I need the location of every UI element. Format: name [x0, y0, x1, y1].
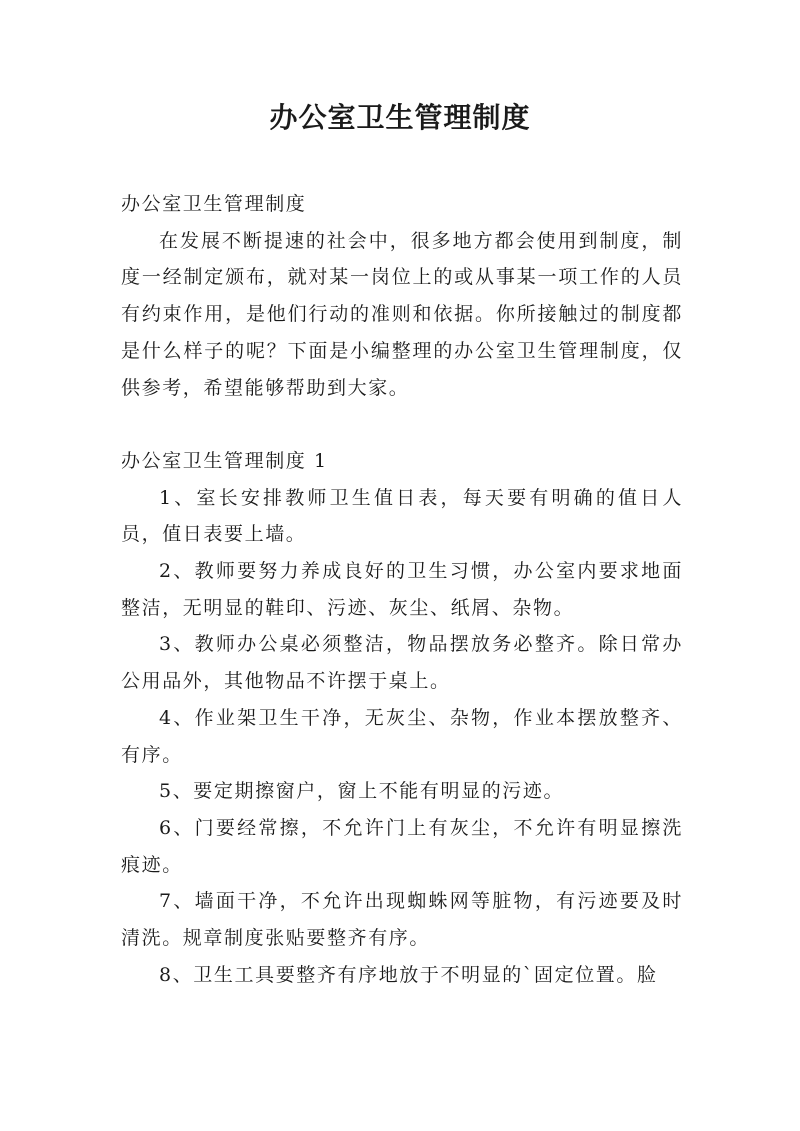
subsection-heading: 办公室卫生管理制度 1	[121, 449, 328, 472]
paragraph-gap	[121, 406, 683, 443]
document-title: 办公室卫生管理制度	[269, 101, 531, 134]
document-body	[121, 186, 683, 993]
intro-paragraph: 在发展不断提速的社会中，很多地方都会使用到制度，制度一经制定颁布，就对某一岗位上的或从事某一项工作的人员有约束作用，是他们行动的准则和依据。你所接触过的制度都是什么样子的呢？下面是小编整理的办公室卫生管理制度，仅供参考，希望能够帮助到大家。	[121, 229, 683, 399]
rule-item-2: 2、教师要努力养成良好的卫生习惯，办公室内要求地面整洁，无明显的鞋印、污迹、灰尘、纸屑、杂物。	[121, 560, 683, 619]
rule-item-8: 8、卫生工具要整齐有序地放于不明显的`固定位置。脸	[159, 963, 658, 986]
rule-item-3: 3、教师办公桌必须整洁，物品摆放务必整齐。除日常办公用品外，其他物品不许摆于桌上。	[121, 633, 683, 693]
rule-item-4: 4、作业架卫生干净，无灰尘、杂物，作业本摆放整齐、有序。	[121, 706, 683, 766]
rule-item-6: 6、门要经常擦，不允许门上有灰尘，不允许有明显擦洗痕迹。	[121, 816, 683, 876]
rule-item-5: 5、要定期擦窗户，窗上不能有明显的污迹。	[159, 780, 565, 803]
rule-item-1: 1、室长安排教师卫生值日表，每天要有明确的值日人员，值日表要上墙。	[121, 486, 683, 546]
section-heading: 办公室卫生管理制度	[121, 193, 307, 215]
rule-item-7: 7、墙面干净，不允许出现蜘蛛网等脏物，有污迹要及时清洗。规章制度张贴要整齐有序。	[121, 890, 683, 950]
